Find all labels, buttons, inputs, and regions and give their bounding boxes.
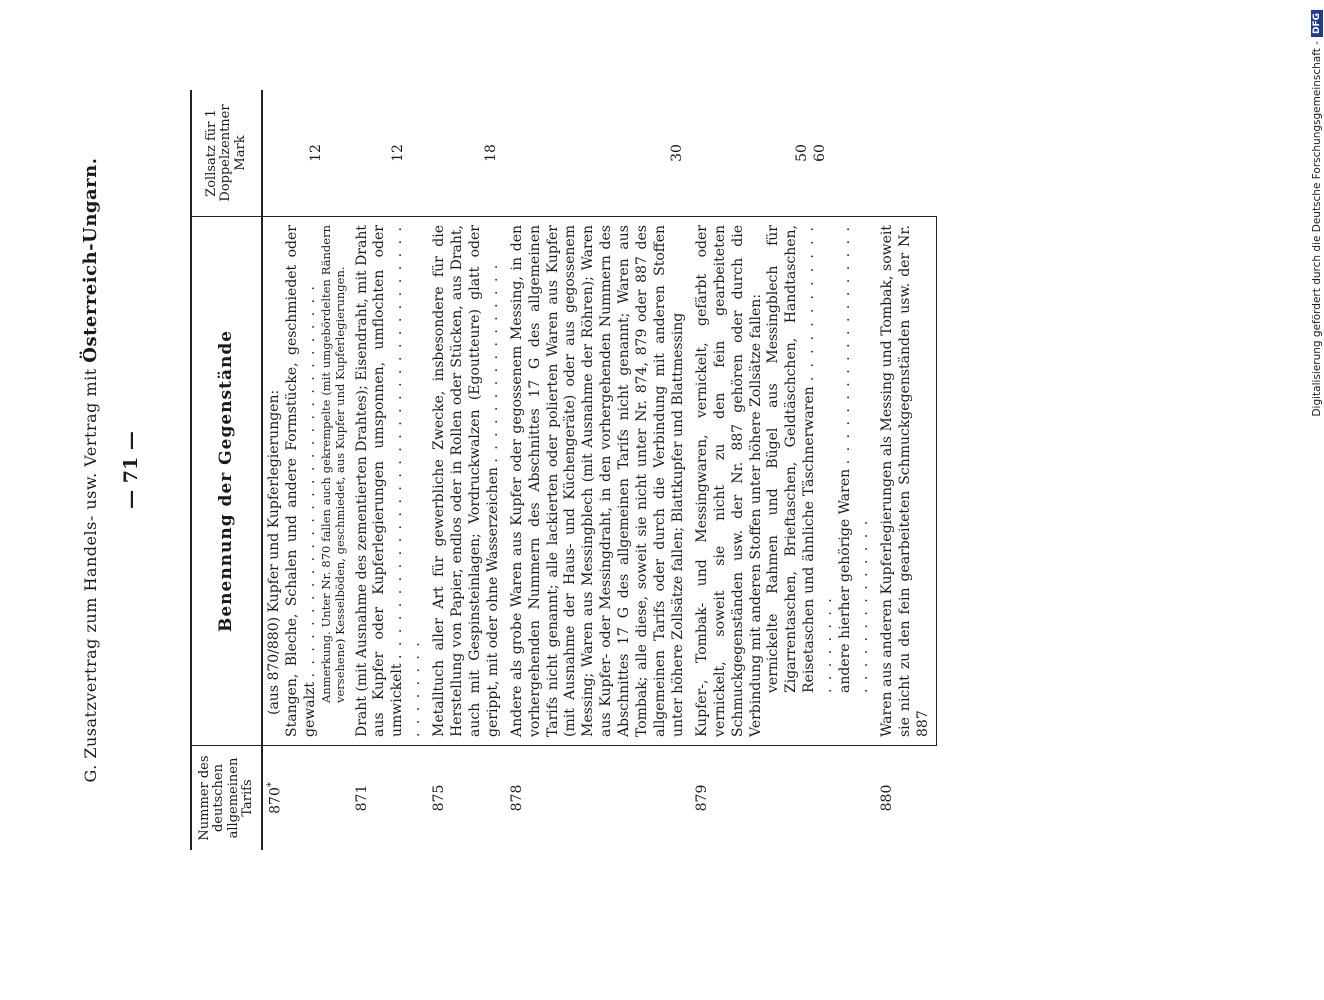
column-header-number: Nummer des deutschen allgemeinen Tarifs (191, 746, 262, 851)
table-row (351, 90, 429, 850)
tariff-description (262, 217, 350, 746)
table-header-row (191, 90, 262, 850)
tariff-number: 879 (691, 746, 876, 851)
table-row (876, 90, 936, 850)
item-text: Andere als grobe Waren aus Kupfer oder gegossenem Messing, in den vorhergehenden Nummern des Abschnittes 17 G des allgemeinen Tarifs nicht genannt; alle lackierten oder polierten Waren aus Kupfer (mit Ausnahme der Haus- und Küchengeräte) oder aus gegossenem Messing; Waren aus Messingblech (mit Ausnahme der Röhren); Waren aus Kupfer- oder Messingdraht, in den vorhergehenden Nummern des Abschnittes 17 G des allgemeinen Tarifs nicht genannt; Waren aus Tombak; alle diese, soweit sie nicht unter Nr. 874, 879 oder 887 des allgemeinen Tarifs oder durch die Verbindung mit anderen Stoffen unter höhere Zollsätze fallen; Blattkupfer und Blattmessing (508, 225, 686, 737)
page-number: — 71 — (120, 431, 142, 509)
item-text: Kupfer-, Tombak- und Messingwaren, vernickelt, gefärbt oder vernickelt, soweit sie nicht zu den fein gearbeiteten Schmuckgegenständen usw. der Nr. 887 gehören oder durch die Verbindung mit anderen Stoffen unter höhere Zollsätze fallen: (693, 225, 764, 737)
dfg-logo: DFG (1311, 10, 1323, 37)
leader-dots: . . . . . . . . . . . . . . . . (484, 262, 501, 463)
column-header-rate: Zollsatz für 1 Doppelzentner Mark (191, 90, 262, 217)
tariff-number: 875 (428, 746, 506, 851)
item-note: Anmerkung. Unter Nr. 870 fallen auch gekrempelte (mit umgebördelten Rändern versehene) Kesselböden, geschmiedet, aus Kupfer und Kupferlegierungen. (318, 225, 347, 703)
tariff-number: 878 (506, 746, 691, 851)
tariff-table (190, 90, 937, 850)
tariff-rate: 12 (308, 144, 325, 162)
table-row (428, 90, 506, 850)
item-text: Metalltuch aller Art für gewerbliche Zwecke, insbesondere für die Herstellung von Papier, endlos oder in Rollen oder Stücken, aus Draht, auch mit Gespinsteinlagen; Vordruckwalzen (Egoutteure) glatt oder gerippt, mit oder ohne Wasserzeichen (431, 225, 501, 737)
tariff-number: 870* (262, 746, 350, 851)
tariff-rate: 12 (389, 144, 406, 162)
tariff-rate: 30 (668, 144, 685, 162)
tariff-description (428, 217, 506, 746)
tariff-number: 871 (351, 746, 429, 851)
tariff-rate: 18 (483, 144, 500, 162)
tariff-description (506, 217, 691, 746)
item-text: Stangen, Bleche, Schalen und andere Formstücke, geschmiedet oder gewalzt (284, 225, 318, 737)
credit-text: Digitalisierung gefördert durch die Deutsche Forschungsgemeinschaft - (1311, 41, 1323, 417)
scanned-page (80, 90, 1200, 850)
tariff-rate (876, 90, 936, 217)
tariff-rate: 50 60 (793, 144, 828, 162)
item-text: Waren aus anderen Kupferlegierungen als Messing und Tombak, soweit sie nicht zu den fein gearbeiteten Schmuckgegenständen usw. der Nr. 887 (878, 225, 931, 737)
tariff-description (691, 217, 876, 746)
tariff-description (876, 217, 936, 746)
tariff-description (351, 217, 429, 746)
table-row (262, 90, 350, 850)
sub-item: andere hierher gehörige Waren . . . . . . . . . . . . . . . . . . . . . . . . . . . . . . . . . (837, 224, 871, 693)
group-intro: (aus 870/880) Kupfer und Kupferlegierungen: (266, 389, 283, 715)
table-row (691, 90, 876, 850)
running-head-text: G. Zusatzvertrag zum Handels- usw. Vertrag mit (81, 362, 100, 783)
column-header-description: Benennung der Gegenstände (191, 217, 262, 746)
leader-dots: . . . . . . . . . . . . . . . . . . . . . . . . . . . . . . . . . . . . . . . . . . (389, 225, 424, 737)
leader-dots: . . . . . . . . . . . . . . . . . . . . . . . . . . . . . . . (302, 284, 318, 678)
digitization-credit (1305, 10, 1324, 417)
running-head-country: Österreich-Ungarn. (80, 157, 101, 363)
item-text: Draht (mit Ausnahme des zementierten Drahtes); Eisendraht, mit Draht aus Kupfer oder Kupferlegierungen umsponnen, umflochten oder umwickelt (353, 225, 406, 737)
running-head (80, 90, 101, 850)
sub-item: vernickelte Rahmen und Bügel aus Messingblech für Zigarrentaschen, Brieftaschen, Geldtäschchen, Handtaschen, Reisetaschen und ähnliche Täschnerwaren . . . . . . . . . . . . . . . . . . . . (765, 224, 836, 693)
table-row (506, 90, 691, 850)
tariff-number: 880 (876, 746, 936, 851)
